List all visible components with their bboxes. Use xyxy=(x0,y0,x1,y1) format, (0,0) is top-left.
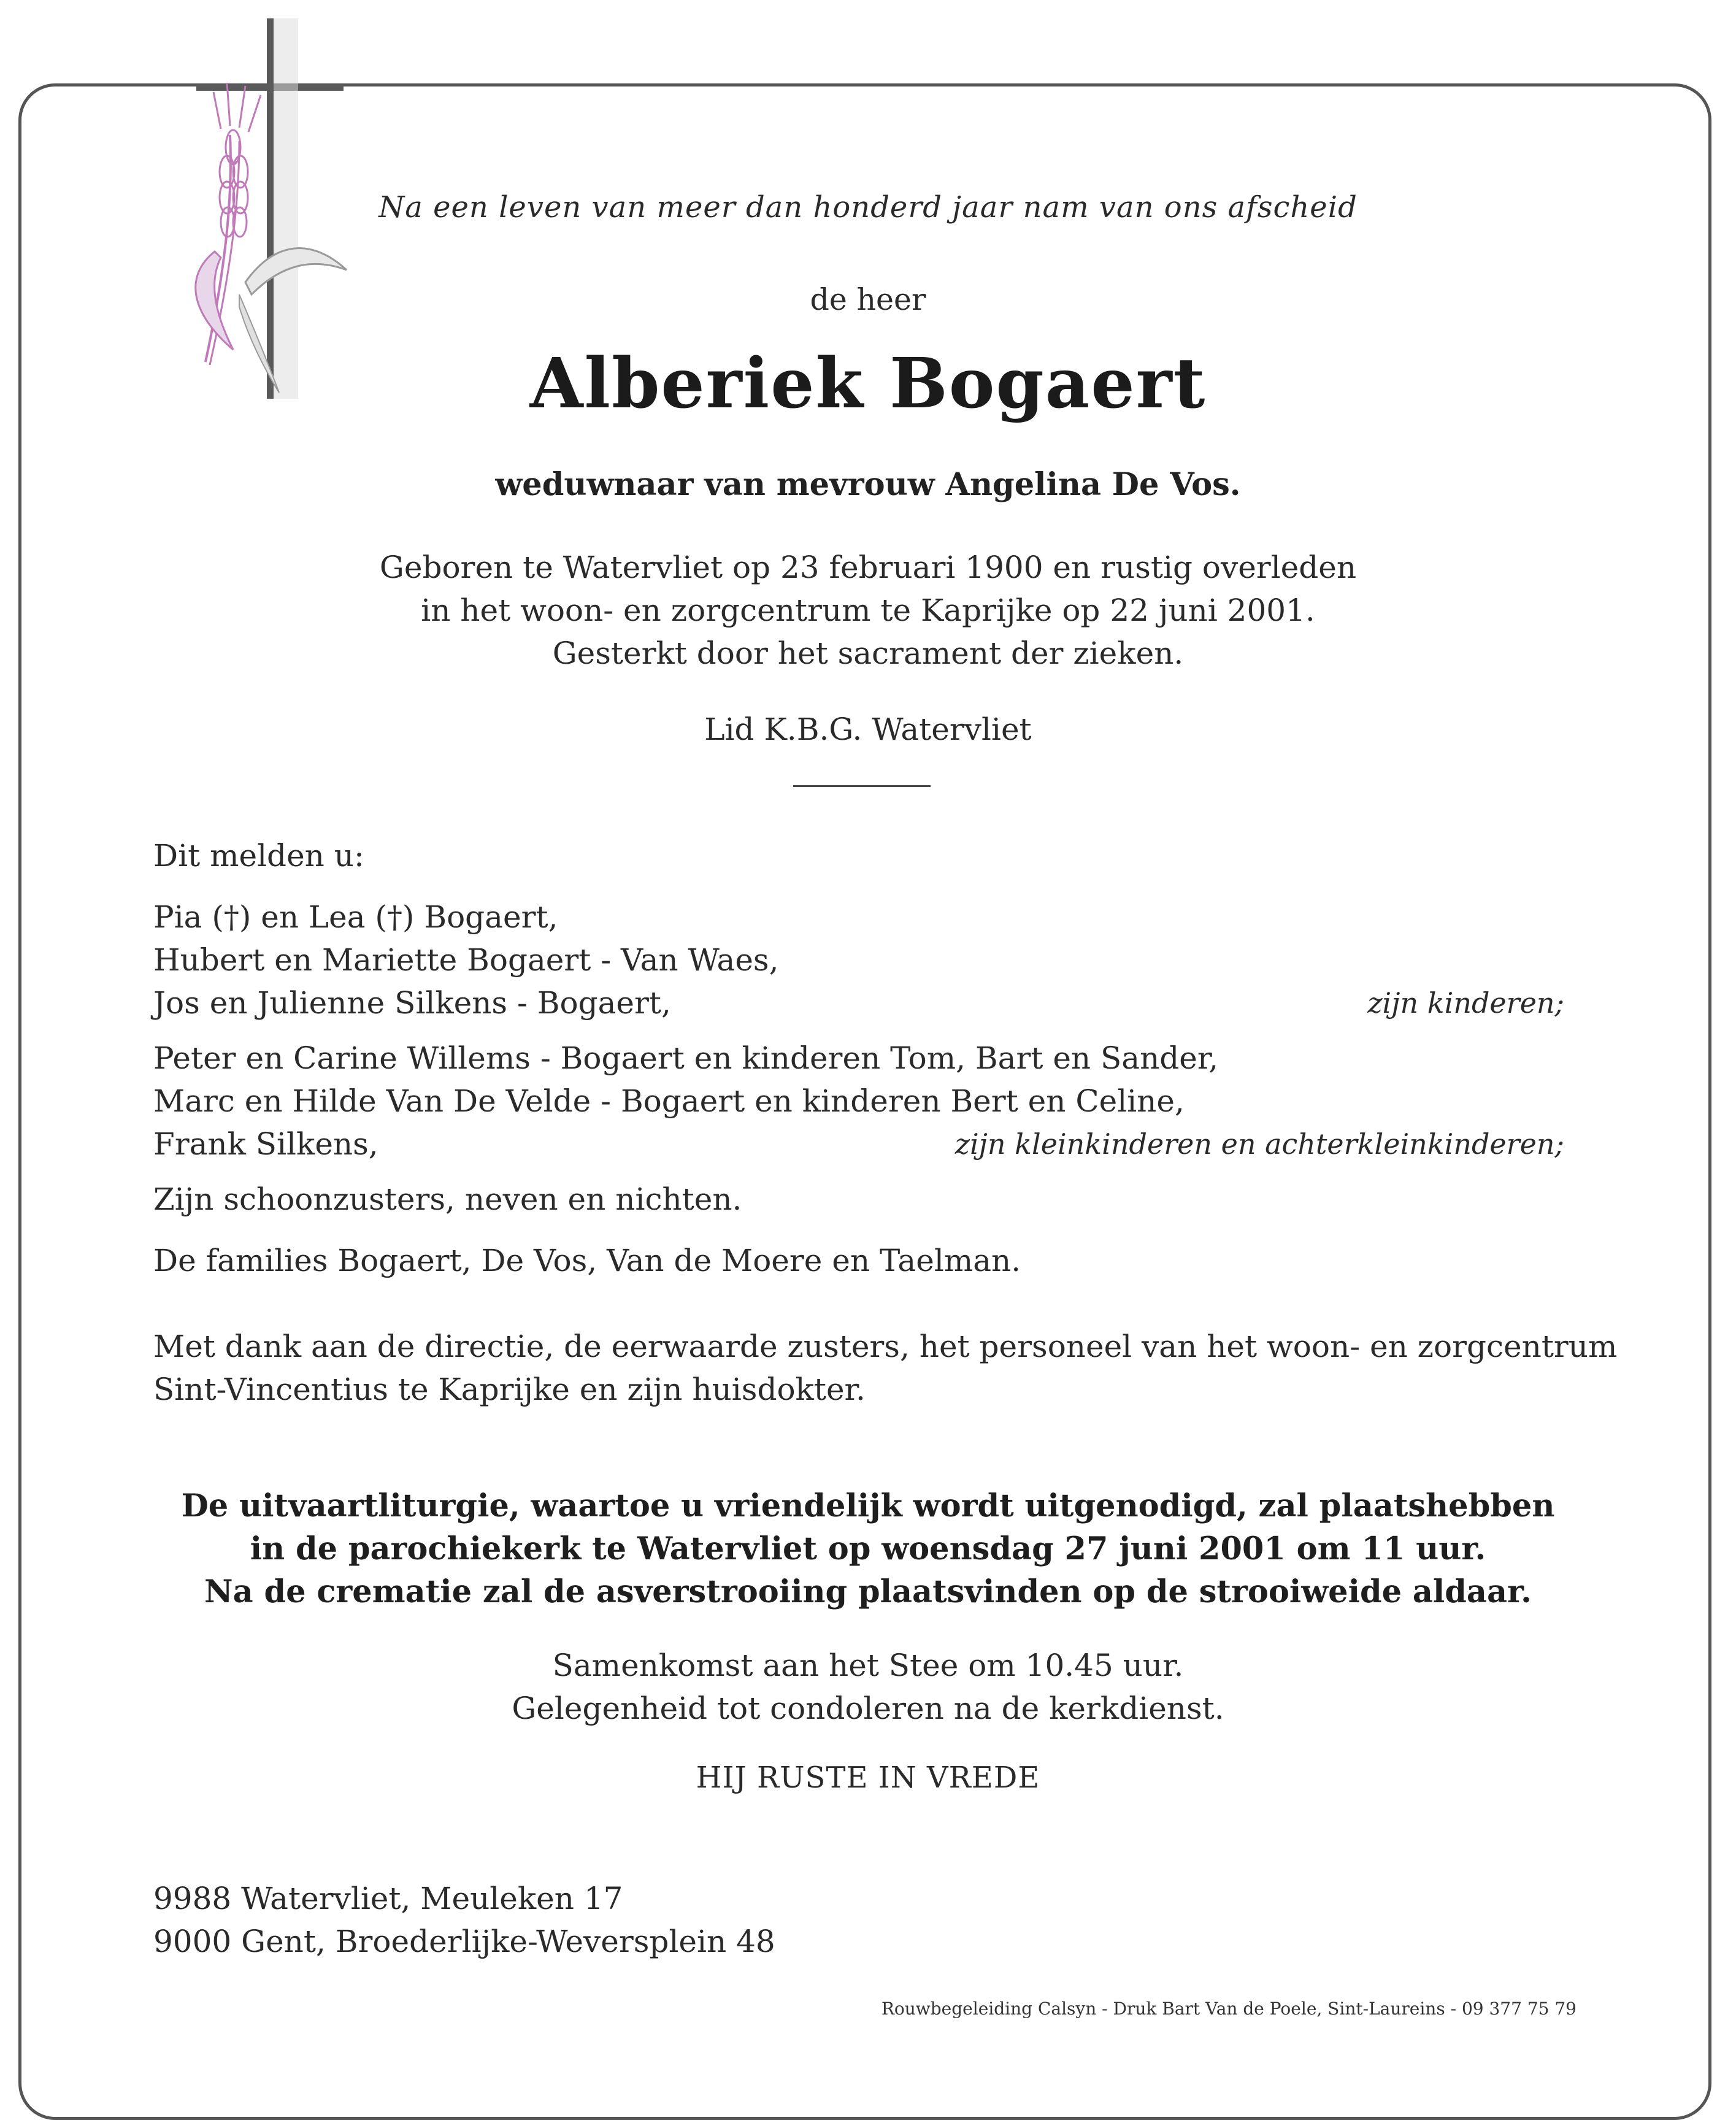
family-member-line: Marc en Hilde Van De Velde - Bogaert en kinderen Bert en Celine, xyxy=(153,1083,1185,1119)
spouse-line: weduwnaar van mevrouw Angelina De Vos. xyxy=(495,466,1241,503)
family-member-row xyxy=(153,1123,1564,1166)
family-member-line: Frank Silkens, xyxy=(153,1126,378,1162)
family-member-line: Peter en Carine Willems - Bogaert en kinderen Tom, Bart en Sander, xyxy=(153,1040,1219,1076)
address-line: 9000 Gent, Broederlijke-Weversplein 48 xyxy=(153,1924,775,1959)
deceased-name: Alberiek Bogaert xyxy=(529,344,1207,424)
bio-line: Gesterkt door het sacrament der zieken. xyxy=(552,636,1184,671)
bio-line: in het woon- en zorgcentrum te Kaprijke op 22 juni 2001. xyxy=(421,593,1315,628)
meeting-details xyxy=(0,1644,1736,1730)
meeting-line: Gelegenheid tot condoleren na de kerkdienst. xyxy=(512,1691,1224,1726)
thanks-line: Sint-Vincentius te Kaprijke en zijn huisdokter. xyxy=(153,1372,866,1407)
membership-line: Lid K.B.G. Watervliet xyxy=(704,712,1032,747)
family-member-row xyxy=(153,981,1564,1024)
funeral-details xyxy=(0,1484,1736,1613)
intro-line: Na een leven van meer dan honderd jaar nam van ons afscheid xyxy=(378,190,1358,225)
meeting-line: Samenkomst aan het Stee om 10.45 uur. xyxy=(552,1648,1184,1683)
printer-credit: Rouwbegeleiding Calsyn - Druk Bart Van de Poele, Sint-Laureins - 09 377 75 79 xyxy=(881,1999,1577,2019)
in-laws-line: Zijn schoonzusters, neven en nichten. xyxy=(153,1181,742,1217)
family-member-line: Pia (†) en Lea (†) Bogaert, xyxy=(153,899,558,935)
rest-in-peace: HIJ RUSTE IN VREDE xyxy=(696,1761,1040,1795)
funeral-line: in de parochiekerk te Watervliet op woensdag 27 juni 2001 om 11 uur. xyxy=(250,1530,1486,1567)
children-relation-label: zijn kinderen; xyxy=(1367,986,1564,1020)
bio-line: Geboren te Watervliet op 23 februari 1900 en rustig overleden xyxy=(379,550,1357,585)
children-list xyxy=(153,896,1564,1024)
grandchildren-list xyxy=(153,1037,1564,1166)
announcement-intro: Dit melden u: xyxy=(153,838,364,874)
funeral-line: Na de crematie zal de asverstrooiing plaatsvinden op de strooiweide aldaar. xyxy=(204,1573,1532,1610)
thanks-line: Met dank aan de directie, de eerwaarde zusters, het personeel van het woon- en zorgcentrum xyxy=(153,1329,1618,1364)
family-member-line: Jos en Julienne Silkens - Bogaert, xyxy=(153,985,671,1021)
families-line: De families Bogaert, De Vos, Van de Moere en Taelman. xyxy=(153,1243,1021,1278)
address-block xyxy=(153,1877,1564,1963)
address-line: 9988 Watervliet, Meuleken 17 xyxy=(153,1881,623,1916)
grandchildren-relation-label: zijn kleinkinderen en achterkleinkinderen; xyxy=(954,1127,1564,1161)
thanks-paragraph xyxy=(153,1325,1618,1411)
family-member-line: Hubert en Mariette Bogaert - Van Waes, xyxy=(153,942,779,978)
title-prefix: de heer xyxy=(810,282,926,317)
separator-rule xyxy=(793,785,931,787)
funeral-line: De uitvaartliturgie, waartoe u vriendelijk wordt uitgenodigd, zal plaatshebben xyxy=(181,1488,1555,1524)
birth-death-info xyxy=(0,546,1736,675)
